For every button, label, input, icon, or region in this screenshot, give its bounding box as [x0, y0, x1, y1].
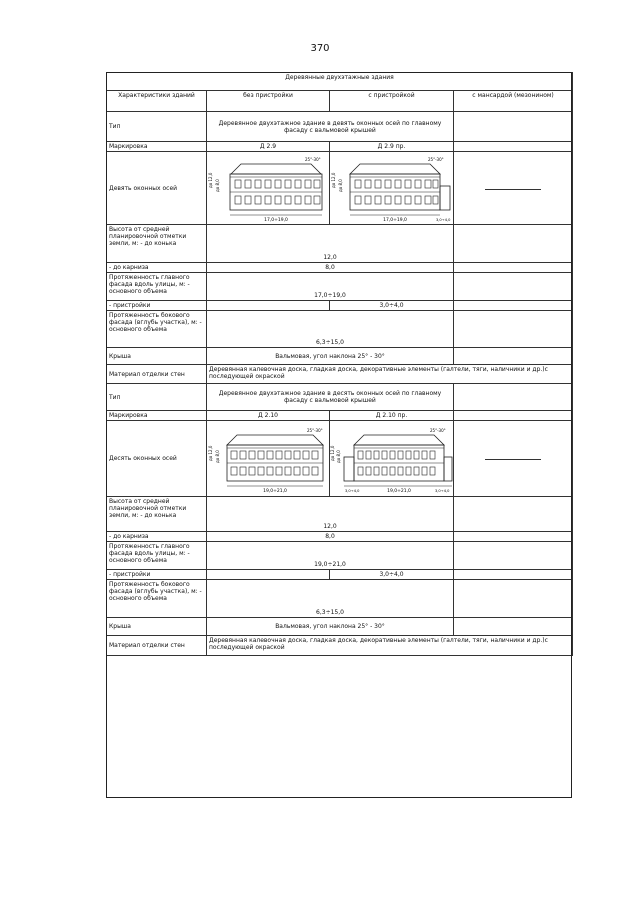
ridge-height-mark: до 12,0: [330, 445, 335, 461]
type-description: Деревянное двухэтажное здание в девять оконных осей по главному фасаду с вальмовой крышей: [207, 112, 454, 142]
ridge-height-mark: до 12,0: [208, 445, 213, 461]
facade-length-mark: 19,0÷21,0: [387, 489, 411, 494]
facade-length-mark: 17,0÷19,0: [383, 218, 407, 223]
marking-no-extension: Д 2.10: [207, 411, 330, 421]
facade-length-mark: 17,0÷19,0: [264, 218, 288, 223]
side-facade-value: 6,3÷15,0: [207, 311, 454, 348]
wall-material-value: Деревянная калевочная доска, гладкая доска, декоративные элементы (галтели, тяги, наличники и др.)с последующей окраской: [207, 365, 573, 384]
extension-length-mark: 3,0÷4,0: [435, 489, 450, 493]
roof-angle-mark: 25°-30°: [305, 157, 321, 162]
extension-length-mark: 3,0÷4,0: [345, 489, 360, 493]
eaves-height-mark: до 8,0: [336, 450, 341, 463]
marking-with-extension: Д 2.9 пр.: [330, 142, 454, 152]
side-facade-label: Протяженность бокового фасада (вглубь участка), м: - основного объема: [107, 311, 207, 348]
marking-no-extension: Д 2.9: [207, 142, 330, 152]
roof-label: Крыша: [107, 618, 207, 636]
side-facade-label: Протяженность бокового фасада (вглубь участка), м: - основного объема: [107, 580, 207, 618]
height-eaves-value: 8,0: [207, 263, 454, 273]
roof-angle-mark: 25°-30°: [428, 157, 444, 162]
extension-label: - пристройки: [107, 570, 207, 580]
eaves-label: - до карниза: [107, 263, 207, 273]
facade-length-value: 19,0÷21,0: [207, 542, 454, 570]
eaves-label: - до карниза: [107, 532, 207, 542]
ridge-height-mark: до 12,0: [331, 172, 336, 188]
extension-length-value: 3,0÷4,0: [330, 301, 454, 311]
height-ridge-value: 12,0: [207, 497, 454, 532]
height-label: Высота от средней планировочной отметки земли, м: - до конька: [107, 497, 207, 532]
page-number: 370: [310, 43, 330, 54]
eaves-height-mark: до 8,0: [215, 179, 220, 192]
roof-angle-mark: 25°-30°: [430, 428, 446, 433]
facade-length-label: Протяженность главного фасада вдоль улицы, м: - основного объема: [107, 542, 207, 570]
facade-length-value: 17,0÷19,0: [207, 273, 454, 301]
window-axes-label: Девять оконных осей: [107, 152, 207, 225]
wall-material-label: Материал отделки стен: [107, 365, 207, 384]
roof-value: Вальмовая, угол наклона 25° - 30°: [207, 618, 454, 636]
height-label: Высота от средней планировочной отметки земли, м: - до конька: [107, 225, 207, 263]
header-no-extension: без пристройки: [207, 91, 330, 112]
eaves-height-mark: до 8,0: [215, 450, 220, 463]
marking-with-extension: Д 2.10 пр.: [330, 411, 454, 421]
ridge-height-mark: до 12,0: [208, 172, 213, 188]
facade-length-label: Протяженность главного фасада вдоль улицы, м: - основного объема: [107, 273, 207, 301]
table-title: Деревянные двухэтажные здания: [107, 73, 573, 91]
roof-value: Вальмовая, угол наклона 25° - 30°: [207, 348, 454, 365]
table-frame: [106, 72, 572, 798]
type-label: Тип: [107, 112, 207, 142]
side-facade-value: 6,3÷15,0: [207, 580, 454, 618]
marking-label: Маркировка: [107, 411, 207, 421]
extension-length-mark: 3,0÷4,0: [436, 218, 451, 222]
facade-length-mark: 19,0÷21,0: [263, 489, 287, 494]
height-ridge-value: 12,0: [207, 225, 454, 263]
wall-material-value: Деревянная калевочная доска, гладкая доска, декоративные элементы (галтели, тяги, наличники и др.)с последующей окраской: [207, 636, 573, 656]
roof-angle-mark: 25°-30°: [307, 428, 323, 433]
window-axes-label: Десять оконных осей: [107, 421, 207, 497]
header-with-mansard: с мансардой (мезонином): [454, 91, 573, 112]
type-description: Деревянное двухэтажное здание в десять оконных осей по главному фасаду с вальмовой крышей: [207, 384, 454, 411]
eaves-height-mark: до 8,0: [338, 179, 343, 192]
roof-label: Крыша: [107, 348, 207, 365]
header-characteristics: Характеристики зданий: [107, 91, 207, 112]
extension-label: - пристройки: [107, 301, 207, 311]
marking-label: Маркировка: [107, 142, 207, 152]
header-with-extension: с пристройкой: [330, 91, 454, 112]
wall-material-label: Материал отделки стен: [107, 636, 207, 656]
type-label: Тип: [107, 384, 207, 411]
height-eaves-value: 8,0: [207, 532, 454, 542]
extension-length-value: 3,0÷4,0: [330, 570, 454, 580]
